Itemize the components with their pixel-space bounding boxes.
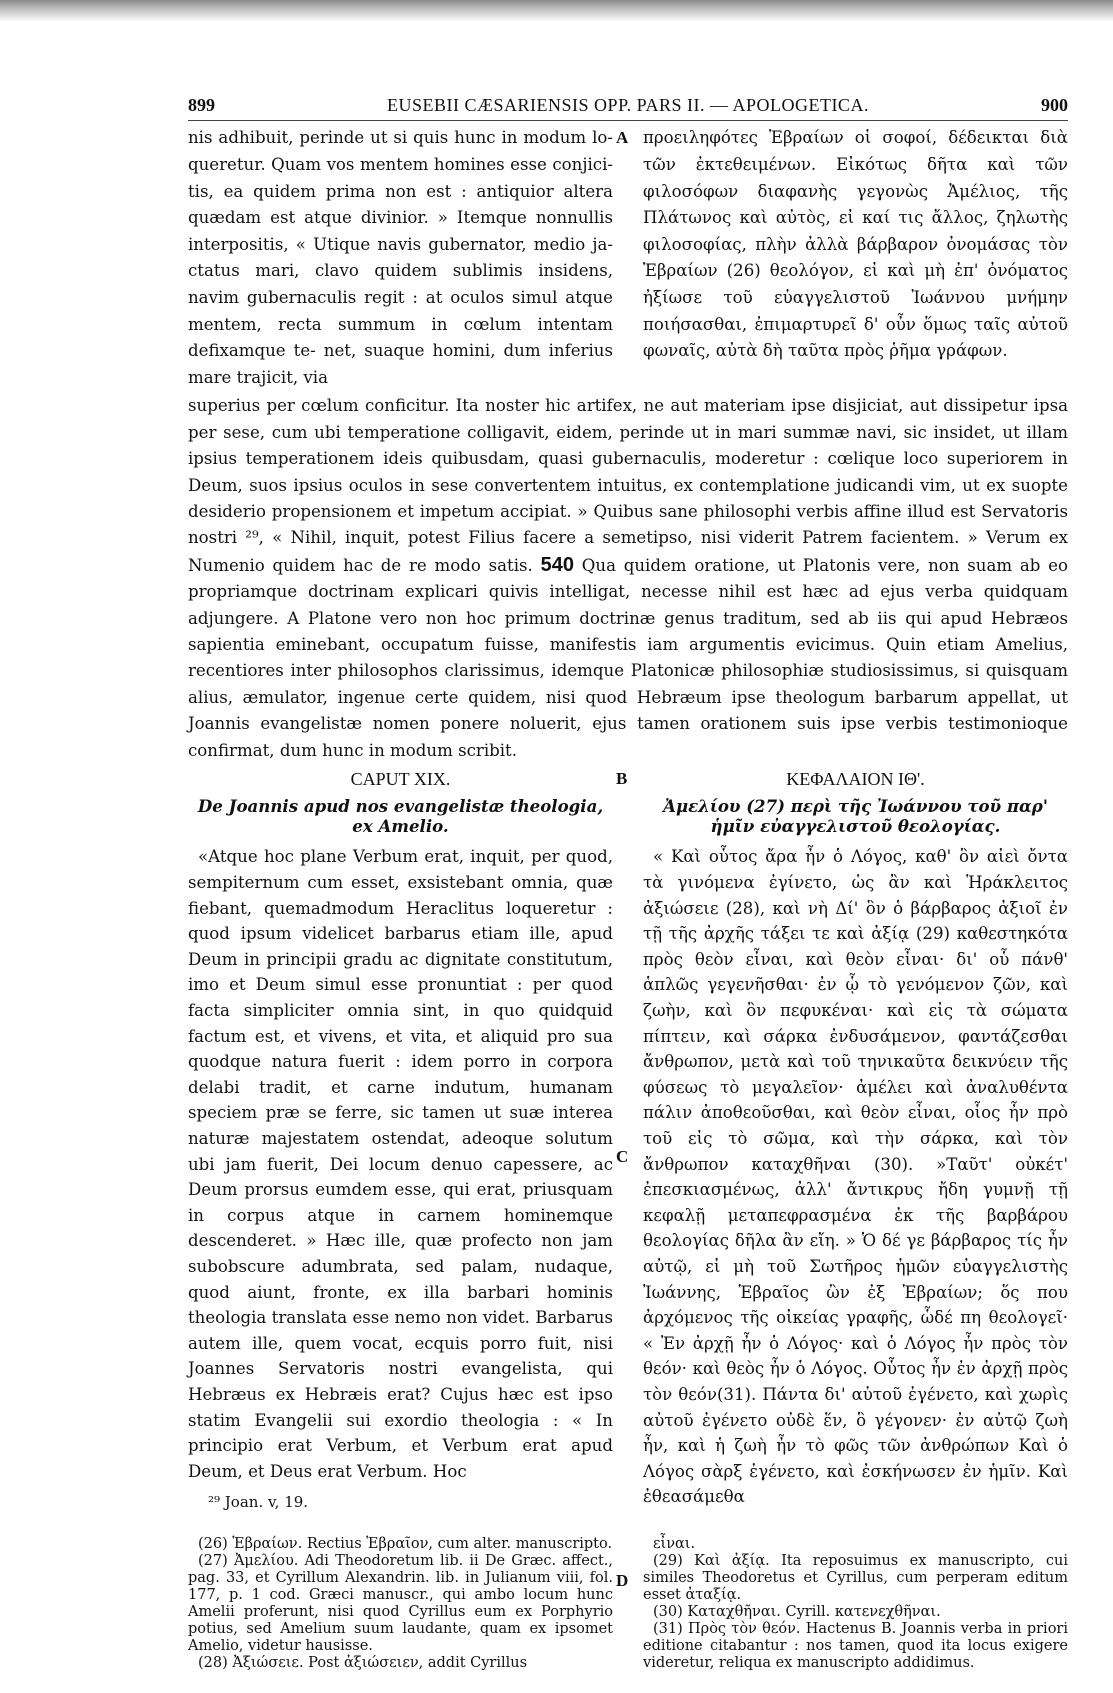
note-30: (30) Καταχθῆναι. Cyrill. κατενεχθῆναι. bbox=[653, 1603, 941, 1620]
note-27: (27) Ἀμελίου. Adi Theodoretum lib. ii De Græc. affect., pag. 33, et Cyrillum Alexandrin. lib. in Julianum viii, fol. 177, p. 1 cod. Græci manuscr., qui ambo locum hunc Amelii proferunt, nisi quod Cyrillus eum ex Porphyrio potius, sed Amelium suum laudante, quam ex ipsomet Amelio, videtur hausisse. bbox=[188, 1552, 613, 1654]
scan-border bbox=[0, 0, 1113, 22]
page-number-left: 899 bbox=[188, 95, 215, 115]
margin-marker-d: D bbox=[616, 1570, 629, 1590]
margin-marker-b: B bbox=[616, 769, 628, 789]
scripture-footnote: ²⁹ Joan. v, 19. bbox=[208, 1493, 309, 1512]
greek-column-body bbox=[643, 844, 1068, 1529]
full-width-text bbox=[188, 393, 1068, 764]
notes-right-column bbox=[643, 1536, 1068, 1672]
full-text-part1: superius per cœlum conficitur. Ita noster hic artifex, ne aut materiam ipse disjiciat, aut dissipetur ipsa per sese, cum ubi temperatione colligavit, eidem, perinde ut in mari summæ navi, sic insidet, ut illam ipsius temperationem ideis quibusdam, quasi gubernaculis, moderetur : cœlique loco superiorem in Deum, suos ipsius oculos in sese convertentem intuitus, ex contemplatione judicandi vim, ut ex suopte desiderio propensionem et impetum accipiat. » Quibus sane philosophi verbis affine illud est Servatoris nostri ²⁹, « Nihil, inquit, potest Filius facere a semetipso, nisi viderit Patrem facientem. » Verum ex Numenio quidem hac de re modo satis. bbox=[188, 396, 1068, 575]
latin-column-body bbox=[188, 844, 613, 1529]
body-columns bbox=[188, 844, 1068, 1529]
running-title: EUSEBII CÆSARIENSIS OPP. PARS II. — APOLOGETICA. bbox=[387, 95, 869, 115]
greek-body-text: « Καὶ οὗτος ἄρα ἦν ὁ Λόγος, καθ' ὃν αἰεὶ ὄντα τὰ γινόμενα ἐγίνετο, ὡς ἂν καὶ Ἡράκλειτος ἀξιώσειε (28), καὶ νὴ Δί' ὃν ὁ βάρβαρος ἀξιοῖ ἐν τῇ τῆς ἀρχῆς τάξει τε καὶ ἀξίᾳ (29) καθεστηκότα πρὸς θεὸν εἶναι, καὶ θεὸν εἶναι· δι' οὗ πάνθ' ἁπλῶς γεγενῆσθαι· ἐν ᾧ τὸ γενόμενον ζῶν, καὶ ζωὴν, καὶ ὂν πεφυκέναι· καὶ εἰς τὰ σώματα πίπτειν, καὶ σάρκα ἐνδυσάμενον, φαντάζεσθαι ἄνθρωπον, μετὰ καὶ τοῦ τηνικαῦτα δεικνύειν τῆς φύσεως τὸ μεγαλεῖον· ἀμέλει καὶ ἀναλυθέντα πάλιν ἀποθεοῦσθαι, καὶ θεὸν εἶναι, οἷος ἦν πρὸ τοῦ εἰς τὸ σῶμα, καὶ τὴν σάρκα, καὶ τὸν ἄνθρωπον καταχθῆναι (30). »Ταῦτ' οὐκέτ' ἐπεσκιασμένως, ἀλλ' ἄντικρυς ἤδη γυμνῇ τῇ κεφαλῇ μεταπεφρασμένα ἐκ τῆς βαρβάρου θεολογίας δῆλα ἂν εἴη. » Ὁ δέ γε βάρβαρος τίς ἦν αὐτῷ, εἰ μὴ τοῦ Σωτῆρος ἡμῶν εὐαγγελιστὴς Ἰωάννης, Ἑβραῖος ὢν ἐξ Ἑβραίων; ὅς που ἀρχόμενος τῆς οἰκείας γραφῆς, ὧδέ πη θεολογεῖ· « Ἐν ἀρχῇ ἦν ὁ Λόγος· καὶ ὁ Λόγος ἦν πρὸς τὸν θεόν· καὶ θεὸς ἦν ὁ Λόγος. Οὗτος ἦν ἐν ἀρχῇ πρὸς τὸν θεόν(31). Πάντα δι' αὐτοῦ ἐγένετο, καὶ χωρὶς αὐτοῦ ἐγένετο οὐδὲ ἕν, ὃ γέγονεν· ἐν αὐτῷ ζωὴ ἦν, καὶ ἡ ζωὴ ἦν τὸ φῶς τῶν ἀνθρώπων Καὶ ὁ Λόγος σὰρξ ἐγένετο, καὶ ἐσκήνωσεν ἐν ἡμῖν. Καὶ ἐθεασάμεθα bbox=[643, 847, 1068, 1507]
chapter-headings bbox=[188, 766, 1068, 792]
top-columns bbox=[188, 125, 1068, 391]
chapter-subtitles bbox=[188, 792, 1068, 844]
latin-body-text: «Atque hoc plane Verbum erat, inquit, per quod, sempiternum cum esset, exsistebant omnia, quæ fiebant, quemadmodum Heraclitus loqueretur : quod ipsum videlicet barbarus etiam ille, apud Deum in principii gradu ac dignitate constitutum, imo et Deum simul esse pronuntiat : per quod facta simpliciter omnia sint, in quo quidquid factum est, et vivens, et vita, et aliquid pro sua quodque natura fuerit : idem porro in corpora delabi tradit, et carne indutum, humanam speciem præ se ferre, sic tamen ut suæ interea naturæ majestatem ostendat, adeoque solutum ubi jam fuerit, Dei locum denuo capessere, ac Deum prorsus eumdem esse, qui erat, priusquam in corpus atque in carnem hominemque descenderet. » Hæc ille, quæ profecto non jam subobscure adumbrata, sed palam, nudaque, quod aiunt, fronte, ex illa barbari hominis theologia translata esse nemo non videt. Barbarus autem ille, quem vocat, ecquis porro fuit, nisi Joannes Servatoris nostri evangelista, qui Hebræus ex Hebræis erat? Cujus hæc est ipso statim Evangelii sui exordio theologia : « In principio erat Verbum, et Verbum erat apud Deum, et Deus erat Verbum. Hoc bbox=[188, 847, 613, 1481]
latin-chapter-subtitle: De Joannis apud nos evangelistæ theologia, ex Amelio. bbox=[197, 796, 604, 837]
margin-marker-c: C bbox=[616, 1147, 629, 1167]
note-28: (28) Ἀξιώσειε. Post ἀξιώσειεν, addit Cyrillus bbox=[198, 1654, 528, 1671]
greek-chapter-subtitle: Ἀμελίου (27) περὶ τῆς Ἰωάννου τοῦ παρ' ἡμῖν εὐαγγελιστοῦ θεολογίας. bbox=[663, 796, 1048, 837]
page-number-right: 900 bbox=[1040, 95, 1068, 115]
greek-column-top: προειληφότες Ἑβραίων οἱ σοφοί, δέδεικται διὰ τῶν ἐκτεθειμένων. Εἰκότως δῆτα καὶ τῶν φιλοσόφων διαφανὴς γεγονὼς Ἀμέλιος, τῆς Πλάτωνος καὶ αὐτὸς, εἰ καί τις ἄλλος, ζηλωτὴς φιλοσοφίας, πλὴν ἀλλὰ βάρβαρον ὀνομάσας τὸν Ἑβραίων (26) θεολόγον, εἰ καὶ μὴ ἐπ' ὀνόματος ἠξίωσε τοῦ εὐαγγελιστοῦ Ἰωάννου μνήμην ποιήσασθαι, ἐπιμαρτυρεῖ δ' οὖν ὅμως ταῖς αὐτοῦ φωναῖς, αὐτὰ δὴ ταῦτα πρὸς ῥῆμα γράφων. bbox=[643, 128, 1068, 361]
running-header bbox=[188, 92, 1068, 121]
editor-notes bbox=[188, 1536, 1068, 1672]
note-31: (31) Πρὸς τὸν θεόν. Hactenus B. Joannis verba in priori editione citabantur : nos tamen, quod ita locus exigere videretur, reliqua ex manuscripto addidimus. bbox=[643, 1620, 1068, 1671]
latin-chapter-heading: CAPUT XIX. bbox=[350, 769, 451, 790]
edition-page-number: 540 bbox=[540, 553, 574, 576]
note-26: (26) Ἑβραίων. Rectius Ἑβραῖον, cum alter. manuscripto. bbox=[198, 1535, 613, 1552]
full-text-part2: Qua quidem oratione, ut Platonis vere, non suam ab eo propriamque doctrinam explicari quivis intelligat, necesse nihil est hæc ad ejus verba quidquam adjungere. A Platone vero non hoc primum doctrinæ genus traditum, sed ab iis qui apud Hebræos sapientia eminebant, occupatum fuisse, manifestis iam argumentis evicimus. Quin etiam Amelius, recentiores inter philosophos clarissimus, idemque Platonicæ philosophiæ studiosissimus, si quisquam alius, æmulator, ingenue certe quidem, nisi quod Hebræum ipse theologum barbarum appellat, ut Joannis evangelistæ nomen ponere noluerit, ejus tamen orationem suis ipse verbis testimonioque confirmat, dum hunc in modum scribit. bbox=[188, 555, 1068, 760]
margin-marker-a: A bbox=[616, 128, 629, 148]
greek-chapter-heading: ΚΕΦΑΛΑΙΟΝ ΙΘ'. bbox=[786, 769, 925, 790]
page bbox=[188, 92, 1068, 1672]
note-28-continuation: εἶναι. bbox=[653, 1535, 696, 1552]
notes-left-column bbox=[188, 1536, 613, 1672]
note-29: (29) Καὶ ἀξίᾳ. Ita reposuimus ex manuscripto, cui similes Theodoretus et Cyrillus, cum perperam editum esset ἀταξίᾳ. bbox=[643, 1552, 1068, 1603]
latin-column-top: nis adhibuit, perinde ut si quis hunc in modum lo- queretur. Quam vos mentem homines esse conjici- tis, ea quidem prima non est : antiquior altera quædam est atque divinior. » Itemque nonnullis interpositis, « Utique navis gubernator, medio ja- ctatus mari, clavo quidem sublimis insidens, navim gubernaculis regit : at oculos simul atque mentem, recta summum in cœlum intentam defixamque te- net, suaque homini, dum inferius mare trajicit, via bbox=[188, 128, 613, 387]
